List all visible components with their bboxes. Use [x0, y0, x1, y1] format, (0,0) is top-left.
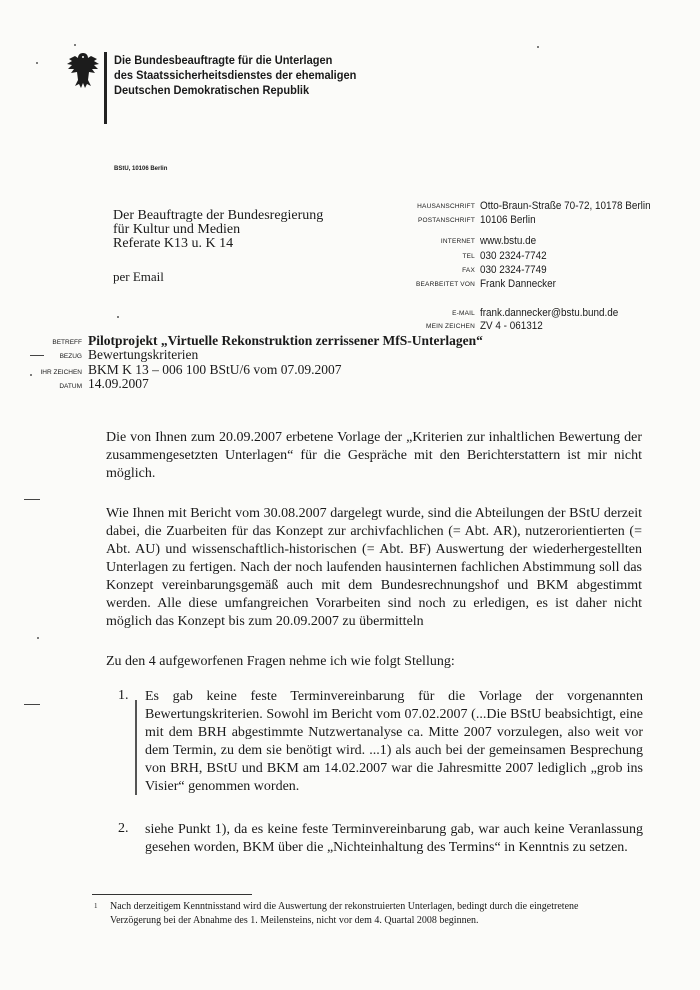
list-item-text: Es gab keine feste Terminvereinbarung für die Vorlage der vorgenannten Bewertungskriterien. Sowohl im Bericht vom 07.02.2007 (...Die BStU beabsichtigt, eine mit dem BRH abgestimmte Nutzwertanalyse ca. Mitte 2007 vorzulegen, also weit vor dem Termin, zu dem sie benötigt wird. ...1) als auch bei der gemeinsamen Besprechung von BRH, BStU und BKM am 14.02.2007 war die Jahresmitte 2007 lediglich „grob ins Visier“ genommen worden. — [145, 689, 643, 794]
scan-speck — [37, 637, 39, 639]
info-label: FAX — [462, 267, 475, 274]
org-line: Deutschen Demokratischen Republik — [114, 83, 310, 97]
info-label: MEIN ZEICHEN — [426, 323, 475, 330]
info-value: Frank Dannecker — [480, 278, 556, 290]
footnote-text: Nach derzeitigem Kenntnisstand wird die Auswertung der rekonstruierten Unterlagen, bedingt durch die eingetretene Verzögerung bei der Abnahme des 1. Meilensteins, nicht vor dem 4. Quartal 2008 beginnen. — [110, 901, 579, 926]
org-line: des Staatssicherheitsdienstes der ehemaligen — [114, 68, 357, 82]
body-paragraph-1: Die von Ihnen zum 20.09.2007 erbetene Vorlage der „Kriterien zur inhaltlichen Bewertung der zusammengesetzten Unterlagen“ für die Gespräche mit den Berichterstattern ist mir nicht möglich. — [106, 430, 642, 481]
body-paragraph-2: Wie Ihnen mit Bericht vom 30.08.2007 dargelegt wurde, sind die Abteilungen der BStU derzeit dabei, die Zuarbeiten für das Konzept zur archivfachlichen (= Abt. AR), nutzerorientierten (= Abt. AU) und wissenschaftlich-historischen (= Abt. BF) Auswertung der wiederhergestellten Unterlagen zu fertigen. Nach der noch laufenden hausinternen fachlichen Abstimmung soll das Konzept vereinbarungsgemäß auch mit dem Bundesrechnungshof und BKM abgestimmt werden. Alle diese umfangreichen Vorarbeiten sind noch zu erledigen, es ist daher nicht möglich das Konzept bis zum 20.09.2007 zu übermitteln — [106, 506, 642, 629]
margin-bar — [135, 700, 137, 795]
recipient-address — [113, 209, 323, 251]
margin-mark — [24, 499, 40, 500]
meta-label: BETREFF — [52, 339, 82, 346]
return-address: BStU, 10106 Berlin — [114, 166, 168, 172]
info-value: ZV 4 - 061312 — [480, 320, 543, 332]
list-item-text: siehe Punkt 1), da es keine feste Terminvereinbarung gab, war auch keine Veranlassung gesehen worden, BKM über die „Nichteinhaltung des Termins“ in Kenntnis zu setzen. — [145, 822, 643, 855]
info-label: BEARBEITET VON — [415, 281, 475, 288]
recipient-line: für Kultur und Medien — [113, 222, 241, 237]
info-value: www.bstu.de — [480, 235, 537, 247]
info-value: Otto-Braun-Straße 70-72, 10178 Berlin — [480, 200, 651, 212]
federal-eagle-logo — [66, 50, 100, 90]
footnote-number: 1 — [94, 902, 98, 910]
margin-mark — [24, 704, 40, 705]
scan-speck — [117, 316, 119, 318]
org-line: Die Bundesbeauftragte für die Unterlagen — [114, 53, 333, 67]
info-value: 10106 Berlin — [480, 214, 536, 226]
info-label: INTERNET — [440, 238, 475, 245]
list-item-number: 1. — [118, 688, 129, 703]
subject-line: Pilotprojekt „Virtuelle Rekonstruktion zerrissener MfS-Unterlagen“ — [88, 333, 483, 348]
scan-speck — [36, 62, 38, 64]
date-line: 14.09.2007 — [88, 376, 149, 391]
meta-label: IHR ZEICHEN — [40, 369, 82, 376]
info-value: frank.dannecker@bstu.bund.de — [480, 307, 619, 319]
info-label: POSTANSCHRIFT — [417, 217, 475, 224]
recipient-line: Der Beauftragte der Bundesregierung — [113, 208, 324, 223]
letterhead-divider — [104, 52, 107, 124]
meta-label: BEZUG — [59, 353, 82, 360]
organization-name — [114, 53, 356, 98]
scan-speck — [30, 374, 32, 376]
reference-line: Bewertungskriterien — [88, 347, 199, 362]
info-value: 030 2324-7742 — [480, 250, 547, 262]
meta-label: DATUM — [59, 383, 82, 390]
footnote-rule — [92, 894, 252, 895]
info-label: E-MAIL — [452, 310, 475, 317]
recipient-line: Referate K13 u. K 14 — [113, 236, 234, 251]
scan-speck — [537, 46, 539, 48]
margin-mark — [30, 355, 44, 356]
info-value: 030 2324-7749 — [480, 264, 547, 276]
scan-speck — [74, 44, 76, 46]
your-reference-line: BKM K 13 – 006 100 BStU/6 vom 07.09.2007 — [88, 362, 342, 377]
delivery-method: per Email — [113, 269, 164, 284]
list-item-number: 2. — [118, 821, 129, 836]
body-paragraph-3: Zu den 4 aufgeworfenen Fragen nehme ich wie folgt Stellung: — [106, 654, 455, 669]
info-label: TEL — [462, 253, 475, 260]
info-label: HAUSANSCHRIFT — [417, 203, 475, 210]
